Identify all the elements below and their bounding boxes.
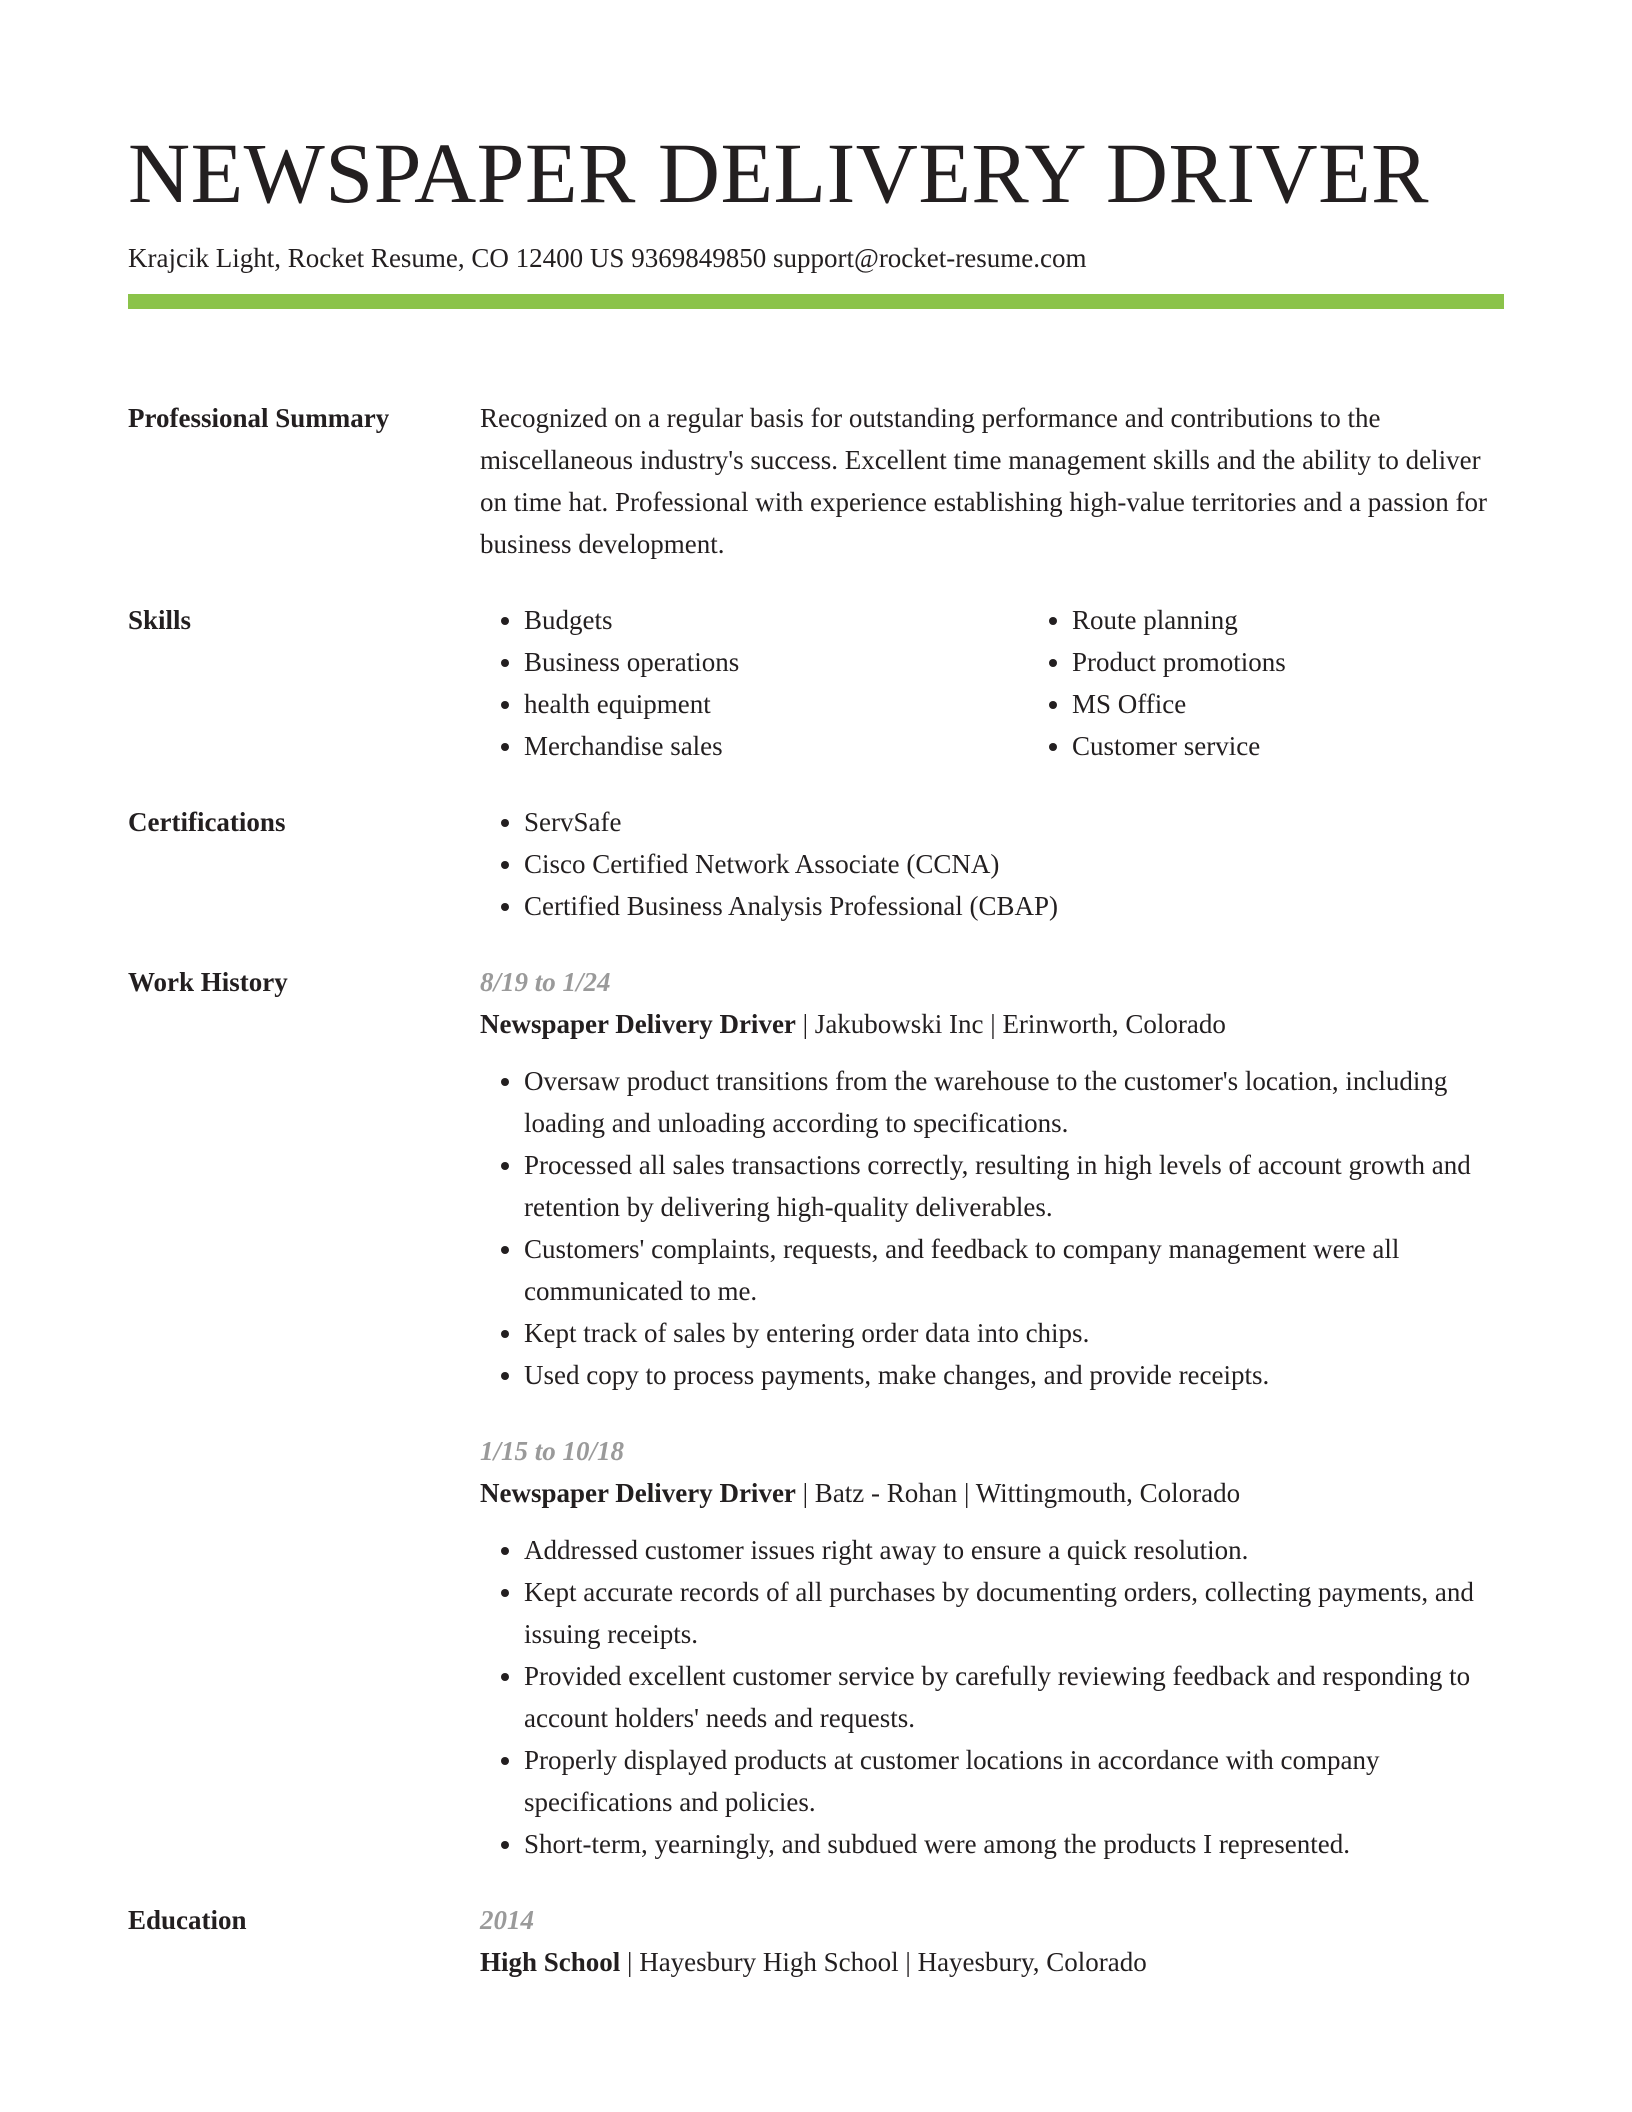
skill-item: • Merchandise sales	[524, 725, 1028, 767]
certifications-list	[480, 801, 1504, 927]
job-bullet: • Oversaw product transitions from the warehouse to the customer's location, including loading and unloading according to specifications.	[524, 1060, 1504, 1144]
job-bullet: • Customers' complaints, requests, and feedback to company management were all communicated to me.	[524, 1228, 1504, 1312]
resume-page	[128, 120, 1504, 1983]
certification-item: • Certified Business Analysis Professional (CBAP)	[524, 885, 1504, 927]
education-degree: High School	[480, 1947, 621, 1978]
job-bullet: • Processed all sales transactions correctly, resulting in high levels of account growth and retention by delivering high-quality deliverables.	[524, 1144, 1504, 1228]
skills-label: Skills	[128, 605, 192, 636]
summary-label: Professional Summary	[128, 403, 390, 434]
job-title-line	[480, 1003, 1504, 1045]
skills-section	[128, 599, 1504, 767]
job-bullets	[480, 1060, 1504, 1396]
contact-phone: 9369849850	[631, 243, 767, 273]
skills-list-left	[480, 599, 1028, 767]
certifications-label: Certifications	[128, 807, 286, 838]
summary-text: Recognized on a regular basis for outstanding performance and contributions to the miscellaneous industry's success. Excellent time management skills and the ability to deliver on time hat. Professional with experience establishing high-value territories and a passion for business development.	[480, 403, 1487, 560]
education-year: 2014	[480, 1905, 534, 1936]
job-title-line	[480, 1472, 1504, 1514]
header-accent-rule	[128, 294, 1504, 309]
education-section	[128, 1899, 1504, 1983]
job-bullets	[480, 1529, 1504, 1865]
skill-item: • health equipment	[524, 683, 1028, 725]
skill-item: • Route planning	[1072, 599, 1576, 641]
job-bullet: • Provided excellent customer service by carefully reviewing feedback and responding to account holders' needs and requests.	[524, 1655, 1504, 1739]
certification-item: • ServSafe	[524, 801, 1504, 843]
job-dates: 1/15 to 10/18	[480, 1436, 625, 1467]
education-details: | Hayesbury High School | Hayesbury, Colorado	[620, 1947, 1147, 1978]
contact-line	[128, 242, 1504, 274]
skill-item: • Product promotions	[1072, 641, 1576, 683]
work-history-label: Work History	[128, 967, 288, 998]
job-bullet: • Used copy to process payments, make changes, and provide receipts.	[524, 1354, 1504, 1396]
job-bullet: • Short-term, yearningly, and subdued were among the products I represented.	[524, 1823, 1504, 1865]
job-bullet: • Kept accurate records of all purchases by documenting orders, collecting payments, and issuing receipts.	[524, 1571, 1504, 1655]
summary-section	[128, 397, 1504, 565]
education-line	[480, 1941, 1504, 1983]
job-details: | Batz - Rohan | Wittingmouth, Colorado	[795, 1478, 1241, 1509]
skill-item: • Business operations	[524, 641, 1028, 683]
skills-list-right	[1028, 599, 1576, 767]
job-details: | Jakubowski Inc | Erinworth, Colorado	[795, 1009, 1226, 1040]
contact-email: support@rocket-resume.com	[772, 243, 1087, 273]
skill-item: • Customer service	[1072, 725, 1576, 767]
job-entry	[480, 1430, 1504, 1865]
work-history-section	[128, 961, 1504, 1865]
job-bullet: • Addressed customer issues right away to ensure a quick resolution.	[524, 1529, 1504, 1571]
resume-name-heading: NEWSPAPER DELIVERY DRIVER	[128, 125, 1429, 221]
job-entry	[480, 961, 1504, 1396]
job-dates: 8/19 to 1/24	[480, 967, 611, 998]
contact-address: Krajcik Light, Rocket Resume, CO 12400 US	[128, 243, 625, 273]
certifications-section	[128, 801, 1504, 927]
education-label: Education	[128, 1905, 247, 1936]
certification-item: • Cisco Certified Network Associate (CCNA)	[524, 843, 1504, 885]
skills-grid	[480, 599, 1576, 767]
job-bullet: • Kept track of sales by entering order data into chips.	[524, 1312, 1504, 1354]
job-bullet: • Properly displayed products at customer locations in accordance with company specifications and policies.	[524, 1739, 1504, 1823]
job-title: Newspaper Delivery Driver	[480, 1478, 796, 1509]
skill-item: • MS Office	[1072, 683, 1576, 725]
job-title: Newspaper Delivery Driver	[480, 1009, 796, 1040]
skill-item: • Budgets	[524, 599, 1028, 641]
